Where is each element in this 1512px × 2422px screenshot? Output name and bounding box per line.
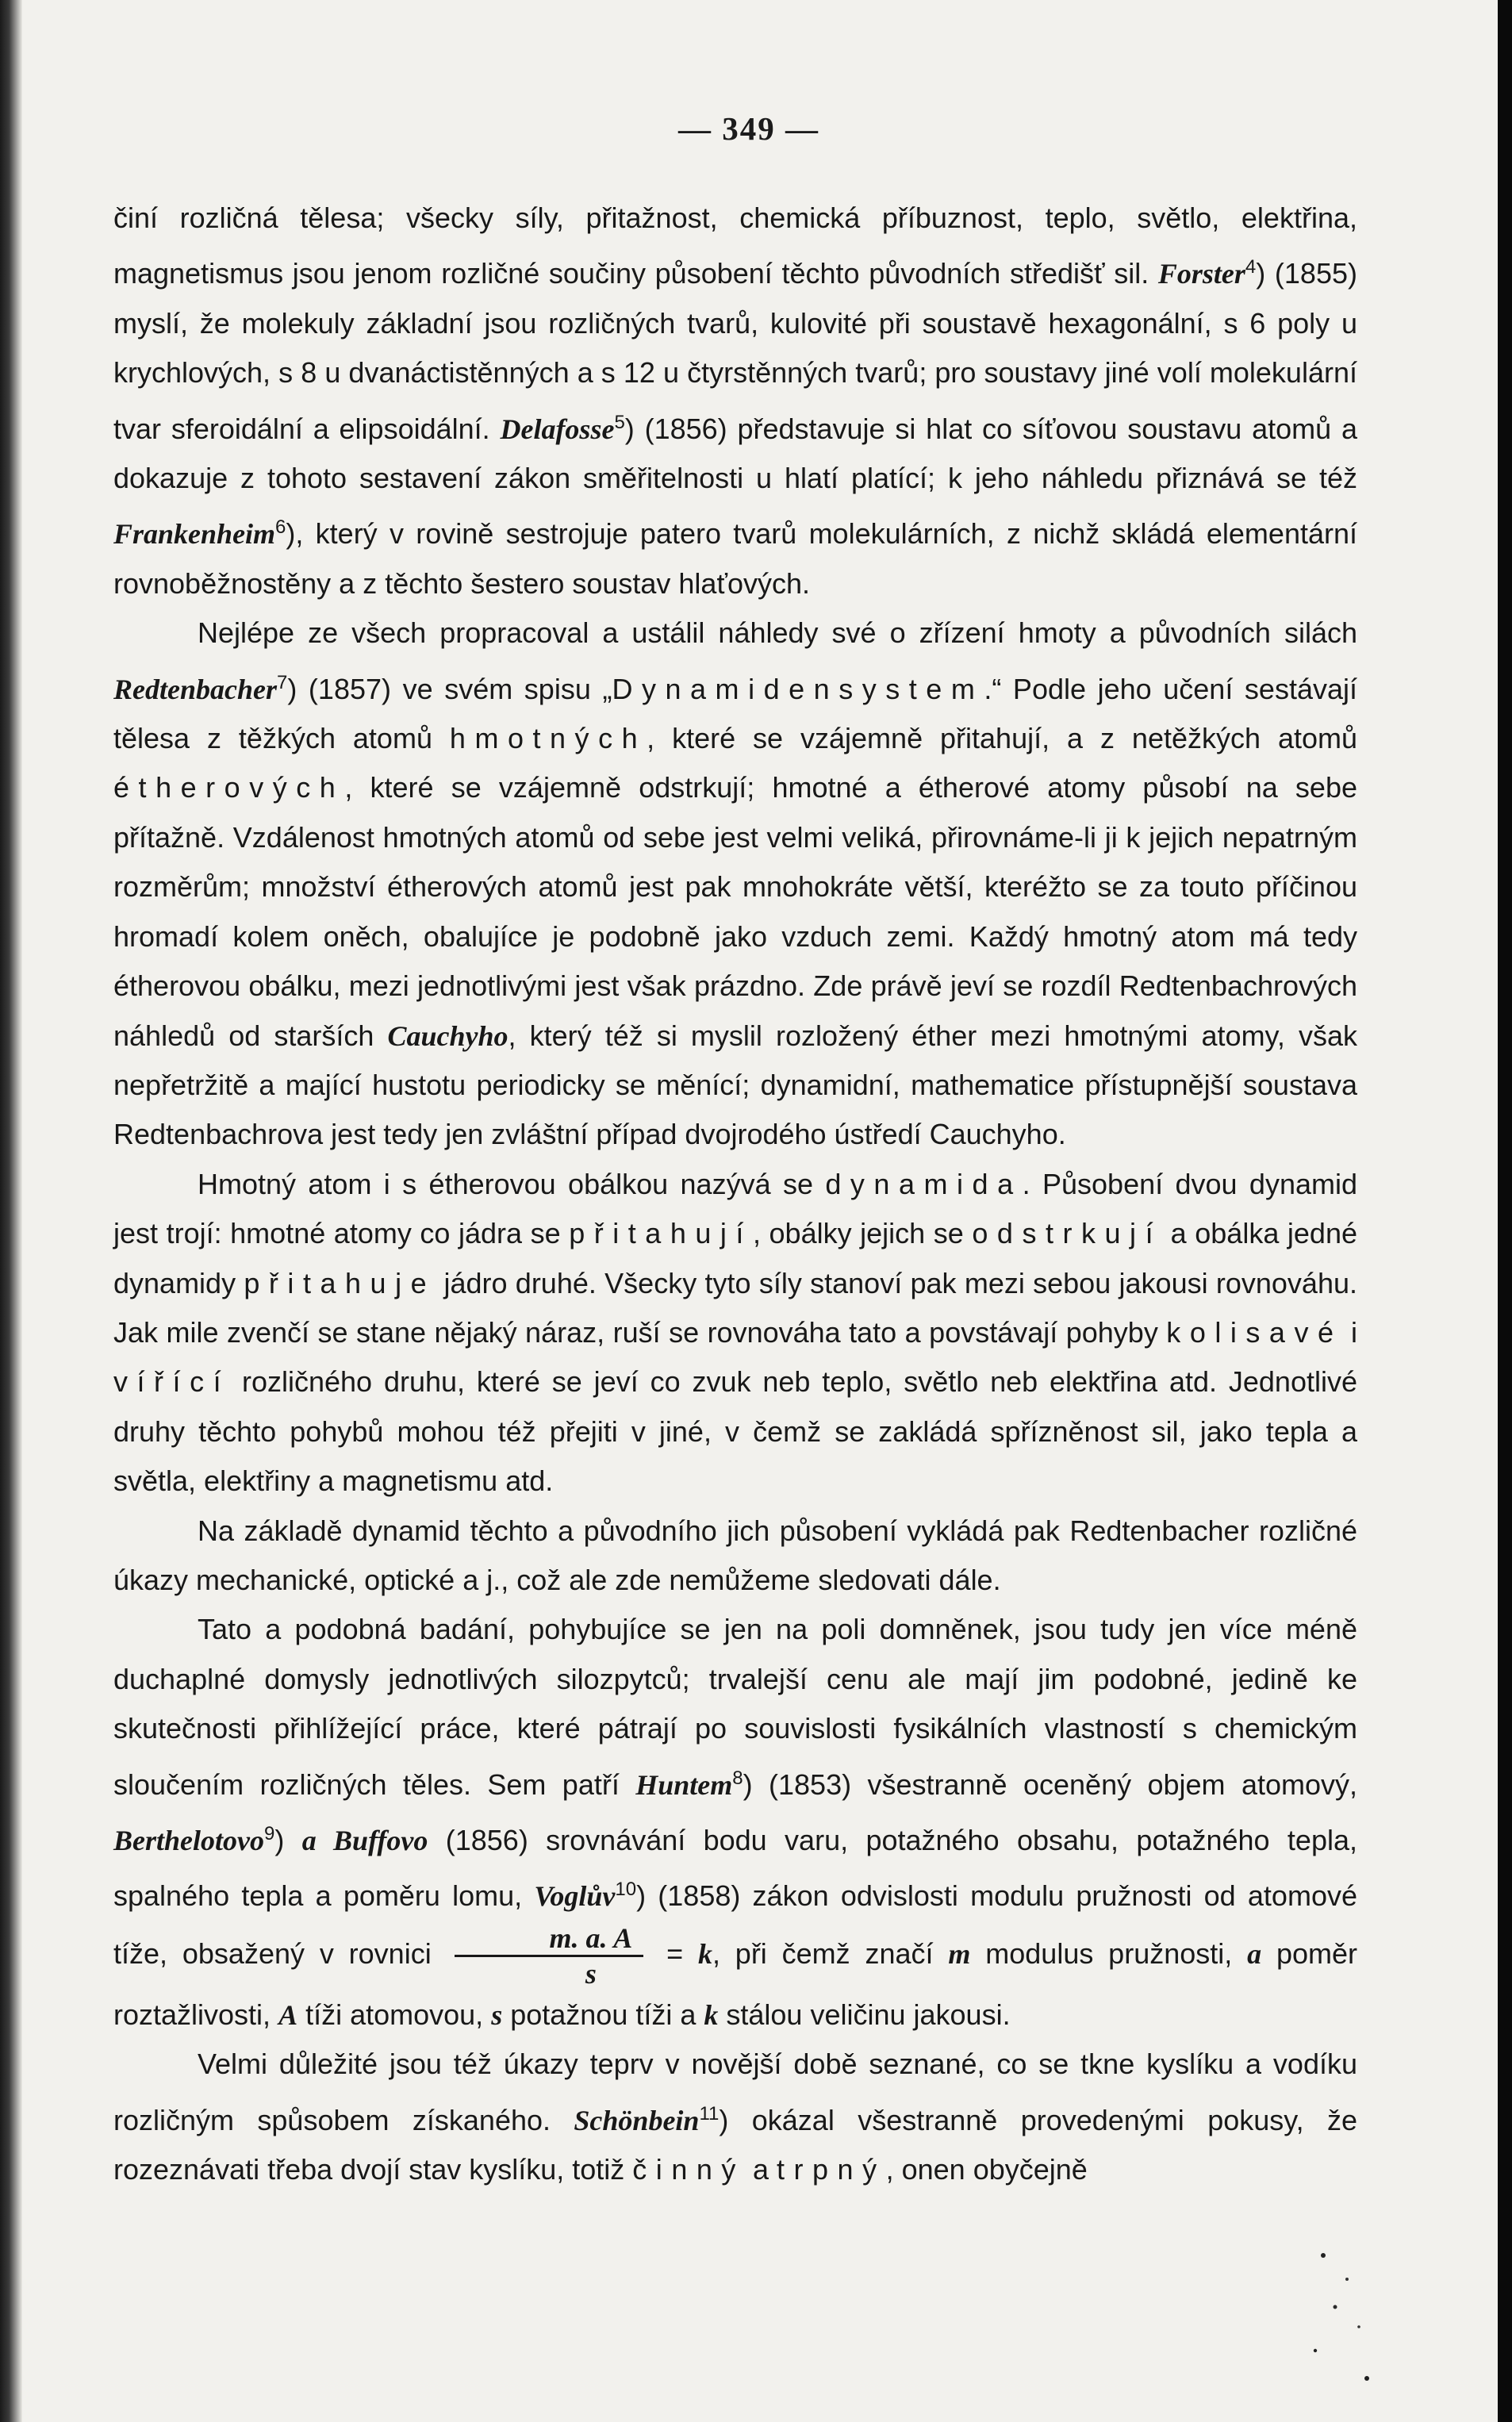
italic-text: k — [697, 1937, 712, 1970]
spaced-emphasis: činný — [632, 2153, 745, 2186]
text-run: rozličného druhu, které se jeví co zvuk neb teplo, světlo neb elektřina atd. Jednotlivé druhy těchto pohybů mohou též přejiti v jiné, v čemž se zakládá spřízněnost sil, jako tepla a světla, elektřiny a magnetismu atd. — [113, 1365, 1357, 1498]
footnote-ref: 8 — [732, 1767, 743, 1789]
body-text — [113, 194, 1357, 2194]
footnote-ref: 9 — [263, 1823, 275, 1844]
italic-text: Frankenheim — [113, 518, 276, 551]
italic-text: Voglův — [534, 1880, 616, 1913]
text-run: (1856) srovnávání bodu varu, potažného obsahu, potažného tepla, spalného tepla a poměru lomu, — [113, 1824, 1357, 1913]
italic-text: m — [948, 1937, 971, 1970]
footnote-ref: 10 — [615, 1879, 637, 1901]
italic-text: Redtenbacher — [113, 673, 277, 705]
text-run: poměr roztažlivosti, — [113, 1936, 1357, 2031]
text-run: .“ Podle jeho učení sestávají tělesa z těžkých atomů — [113, 672, 1357, 755]
spaced-emphasis: trpný — [776, 2153, 886, 2186]
text-run: ) okázal všestranně provedenými pokusy, že rozeznávati třeba dvojí stav kyslíku, totiž — [113, 2103, 1357, 2186]
text-run: , které se vzájemně odstrkují; hmotné a étherové atomy působí na sebe přítažně. Vzdálenost hmotných atomů od sebe jest velmi veliká, přirovnáme-li ji k jejich nepatrným rozměrům; množství étherových atomů jest pak mnohokráte větší, kteréžto se za touto příčinou hromadí kolem oněch, obalujíce je podobně jako vzduch zemi. Každý hmotný atom má tedy étherovou obálku, mezi jednotlivými jest však prázdno. Zde právě jeví se rozdíl Redtenbachrových náhledů od starších — [113, 771, 1357, 1052]
spaced-emphasis: odstrkují — [972, 1217, 1163, 1250]
paragraph — [113, 2040, 1357, 2194]
spaced-emphasis: étherových — [113, 771, 345, 804]
italic-text: Schönbein — [574, 2104, 700, 2136]
text-run: Hmotný atom i s étherovou obálkou nazývá se — [198, 1167, 826, 1200]
italic-text: A — [278, 1998, 298, 2031]
italic-text: a Buffovo — [301, 1825, 428, 1856]
text-run: = — [651, 1936, 698, 1970]
text-run: a — [744, 2153, 777, 2186]
spaced-emphasis: přitahují — [569, 1217, 753, 1250]
fraction-numerator: m. a. A — [455, 1921, 644, 1957]
text-run: , při čemž značí — [712, 1936, 949, 1970]
italic-text: Forster — [1157, 258, 1245, 290]
paragraph — [113, 1605, 1357, 2040]
page-number: — 349 — — [678, 110, 819, 147]
text-run: a obálka jedné dynamidy — [113, 1217, 1357, 1299]
text-run: , obálky jejich se — [752, 1217, 973, 1250]
text-run: Na základě dynamid těchto a původního jich působení vykládá pak Redtenbacher rozličné úkazy mechanické, optické a j., což ale zde nemůžeme sledovati dále. — [113, 1514, 1357, 1596]
text-run: . Působení dvou dynamid jest trojí: hmotné atomy co jádra se — [113, 1167, 1358, 1250]
paragraph — [113, 1507, 1357, 1606]
footnote-ref: 5 — [614, 411, 625, 433]
footnote-ref: 4 — [1245, 256, 1257, 278]
text-run: Tato a podobná badání, pohybujíce se jen na poli domněnek, jsou tudy jen více méně duchaplné domysly jednotlivých silozpytců; trvalejší cenu ale mají jim podobné, jedině ke skutečnosti přihlížející práce, které pátrají po souvislosti fysikálních vlastností s chemickým sloučením rozličných těles. Sem patří — [113, 1613, 1357, 1801]
text-run: stálou veličinu jakousi. — [718, 1998, 1011, 2031]
text-run: , které se vzájemně přitahují, a z netěžkých atomů — [647, 722, 1357, 755]
text-run: ) — [274, 1824, 302, 1856]
text-run: modulus pružnosti, — [970, 1936, 1248, 1970]
text-run: činí rozličná tělesa; všecky síly, přitažnost, chemická příbuznost, teplo, světlo, elektřina, magnetismus jsou jenom rozličné součiny působení těchto původních středišť sil. — [113, 202, 1357, 290]
text-run: potažnou tíži a — [502, 1998, 704, 2031]
italic-text: a — [1247, 1937, 1262, 1970]
paragraph — [113, 194, 1357, 608]
text-run: ), který v rovině sestrojuje patero tvarů molekulárních, z nichž skládá elementární rovnoběžnostěny a z těchto šestero soustav hlaťových. — [113, 517, 1357, 600]
fraction-denominator: s — [585, 1957, 597, 1990]
paragraph — [113, 608, 1357, 1159]
text-run: ) (1855) myslí, že molekuly základní jsou rozličných tvarů, kulovité při soustavě hexagonální, s 6 poly u krychlových, s 8 u dvanáctistěnných a s 12 u čtyrstěnných tvarů; pro soustavy jiné volí molekulární tvar sferoidální a elipsoidální. — [113, 257, 1357, 445]
text-run: tíži atomovou, — [297, 1998, 492, 2031]
text-run: jádro druhé. Všecky tyto síly stanoví pak mezi sebou jakousi rovnováhu. Jak mile zvenčí se stane nějaký náraz, ruší se rovnováha tato a povstávají pohyby — [113, 1266, 1357, 1349]
spaced-emphasis: Dynamidensystem — [612, 672, 984, 705]
italic-text: Delafosse — [500, 413, 615, 445]
text-run: ) (1857) ve svém spisu „ — [287, 672, 612, 705]
text-run: Nejlépe ze všech propracoval a ustálil náhledy své o zřízení hmoty a původních silách — [198, 616, 1357, 650]
text-run: , který též si myslil rozložený éther mezi hmotnými atomy, však nepřetržitě a mající hustotu periodicky se měnící; dynamidní, mathematice přístupnější soustava Redtenbachrova jest tedy jen zvláštní případ dvojrodého ústředí Cauchyho. — [113, 1019, 1357, 1151]
text-run: , onen obyčejně — [885, 2153, 1088, 2186]
italic-text: Cauchyho — [387, 1019, 508, 1052]
italic-text: s — [491, 1998, 503, 2031]
footnote-ref: 11 — [699, 2102, 720, 2125]
spaced-emphasis: vířící — [113, 1365, 231, 1399]
footnote-ref: 7 — [276, 671, 288, 693]
text-run: ) (1858) zákon odvislosti modulu pružnosti od atomové tíže, obsažený v rovnici — [113, 1879, 1357, 1970]
italic-text: k — [704, 1998, 719, 2031]
spaced-emphasis: kolisavé — [1166, 1315, 1343, 1349]
text-run: ) (1856) představuje si hlat co síťovou soustavu atomů a dokazuje z tohoto sestavení zákon směřitelnosti u hlatí platící; k jeho náhledu přiznává se též — [113, 412, 1357, 495]
fraction-formula — [455, 1921, 644, 1990]
spaced-emphasis: dynamida — [825, 1167, 1023, 1200]
italic-text: Berthelotovo — [113, 1825, 264, 1856]
spaced-emphasis: přitahuje — [244, 1266, 436, 1299]
footnote-ref: 6 — [275, 516, 286, 539]
print-speck-marks — [1291, 2232, 1387, 2406]
paragraph — [113, 1160, 1357, 1507]
italic-text: Huntem — [635, 1768, 733, 1801]
text-run: Velmi důležité jsou též úkazy teprv v novější době seznané, co se tkne kyslíku a vodíku rozličným spůsobem získaného. — [113, 2048, 1357, 2136]
text-run: ) (1853) všestranně oceněný objem atomový, — [743, 1768, 1357, 1801]
text-run: i — [1342, 1315, 1358, 1349]
spaced-emphasis: hmotných — [449, 722, 647, 755]
